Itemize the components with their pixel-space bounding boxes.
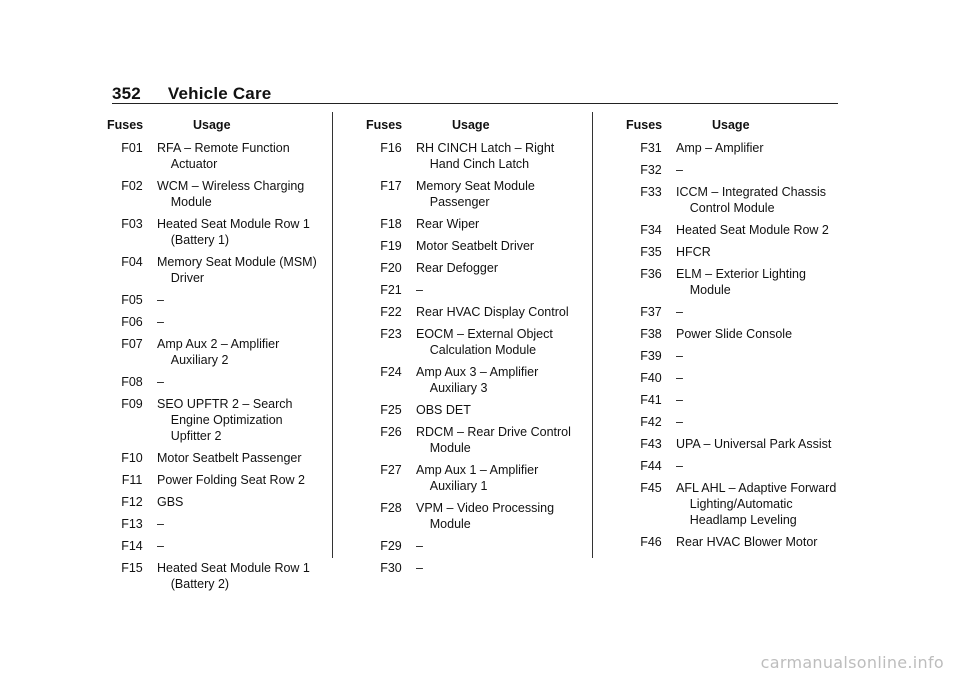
fuse-table-column-2	[366, 117, 581, 582]
fuse-id: F01	[121, 141, 143, 155]
table-row	[626, 436, 841, 452]
fuses-header: Fuses	[107, 118, 144, 132]
fuse-usage: Motor Seatbelt Driver	[416, 239, 535, 253]
fuse-usage: Power Folding Seat Row 2	[157, 473, 305, 487]
fuse-id: F23	[380, 327, 402, 341]
fuse-id: F22	[380, 305, 402, 319]
fuse-id: F45	[640, 481, 662, 495]
page-number: 352	[112, 84, 141, 103]
fuse-usage: SEO UPFTR 2 – Search Engine Optimization Upfitter 2	[157, 397, 293, 443]
fuse-usage: Rear Defogger	[416, 261, 498, 275]
fuse-id: F04	[121, 255, 143, 269]
fuse-id: F28	[380, 501, 402, 515]
table-row	[107, 396, 322, 444]
fuse-id: F10	[121, 451, 143, 465]
table-row	[366, 304, 581, 320]
fuse-id: F11	[121, 473, 143, 487]
fuse-usage: Amp Aux 1 – Amplifier Auxiliary 1	[416, 463, 539, 493]
fuse-usage: Heated Seat Module Row 2	[676, 223, 829, 237]
table-row	[626, 162, 841, 178]
fuse-usage: –	[676, 349, 683, 363]
column-divider	[592, 112, 593, 558]
fuse-id: F38	[640, 327, 662, 341]
table-rows	[107, 140, 322, 592]
table-row	[626, 534, 841, 550]
table-row	[626, 222, 841, 238]
fuse-usage: OBS DET	[416, 403, 471, 417]
column-divider	[332, 112, 333, 558]
fuse-usage: –	[676, 371, 683, 385]
fuse-usage: Amp Aux 2 – Amplifier Auxiliary 2	[157, 337, 280, 367]
usage-header: Usage	[712, 118, 750, 132]
fuse-id: F42	[640, 415, 662, 429]
table-row	[366, 560, 581, 576]
fuse-id: F09	[121, 397, 143, 411]
fuse-id: F02	[121, 179, 143, 193]
table-row	[626, 304, 841, 320]
header-rule	[112, 103, 838, 104]
fuse-usage: RFA – Remote Function Actuator	[157, 141, 290, 171]
fuse-usage: GBS	[157, 495, 184, 509]
table-row	[366, 178, 581, 210]
table-row	[366, 260, 581, 276]
watermark: carmanualsonline.info	[760, 653, 944, 672]
fuse-id: F17	[380, 179, 402, 193]
fuse-usage: UPA – Universal Park Assist	[676, 437, 832, 451]
table-row	[107, 560, 322, 592]
table-row	[366, 326, 581, 358]
fuse-id: F39	[640, 349, 662, 363]
fuse-id: F40	[640, 371, 662, 385]
fuse-id: F26	[380, 425, 402, 439]
fuse-id: F37	[640, 305, 662, 319]
table-row	[107, 450, 322, 466]
usage-header: Usage	[452, 118, 490, 132]
table-row	[626, 326, 841, 342]
fuse-usage: Amp – Amplifier	[676, 141, 764, 155]
fuse-id: F12	[121, 495, 143, 509]
fuse-id: F03	[121, 217, 143, 231]
fuse-usage: Amp Aux 3 – Amplifier Auxiliary 3	[416, 365, 539, 395]
table-row	[107, 216, 322, 248]
table-row	[366, 364, 581, 396]
fuse-usage: AFL AHL – Adaptive Forward Lighting/Automatic Headlamp Leveling	[676, 481, 837, 527]
table-row	[366, 282, 581, 298]
table-row	[366, 462, 581, 494]
table-row	[107, 336, 322, 368]
fuse-id: F36	[640, 267, 662, 281]
fuse-id: F34	[640, 223, 662, 237]
fuse-usage: RDCM – Rear Drive Control Module	[416, 425, 571, 455]
section-title: Vehicle Care	[167, 84, 272, 103]
fuse-id: F24	[380, 365, 402, 379]
table-row	[107, 314, 322, 330]
fuse-id: F46	[640, 535, 662, 549]
fuse-usage: Power Slide Console	[676, 327, 793, 341]
fuse-id: F30	[380, 561, 402, 575]
fuse-id: F33	[640, 185, 662, 199]
fuses-header: Fuses	[366, 118, 403, 132]
fuse-id: F05	[121, 293, 143, 307]
table-row	[626, 348, 841, 364]
fuse-usage: WCM – Wireless Charging Module	[157, 179, 305, 209]
fuse-id: F16	[380, 141, 402, 155]
fuse-usage: –	[416, 283, 423, 297]
fuse-usage: Memory Seat Module Passenger	[416, 179, 535, 209]
table-row	[626, 184, 841, 216]
fuse-usage: –	[676, 305, 683, 319]
fuse-id: F35	[640, 245, 662, 259]
fuse-usage: –	[157, 517, 164, 531]
table-row	[626, 392, 841, 408]
fuse-usage: EOCM – External Object Calculation Module	[416, 327, 553, 357]
fuse-usage: Heated Seat Module Row 1 (Battery 2)	[157, 561, 310, 591]
table-row	[626, 370, 841, 386]
fuse-id: F27	[380, 463, 402, 477]
fuse-usage: –	[676, 393, 683, 407]
fuse-id: F08	[121, 375, 143, 389]
fuse-id: F13	[121, 517, 143, 531]
fuse-id: F32	[640, 163, 662, 177]
table-header	[107, 117, 322, 133]
page-header	[112, 84, 271, 104]
fuse-usage: –	[676, 459, 683, 473]
fuse-id: F41	[640, 393, 662, 407]
fuse-usage: –	[676, 163, 683, 177]
table-row	[626, 414, 841, 430]
fuse-id: F07	[121, 337, 143, 351]
table-rows	[366, 140, 581, 576]
fuse-id: F20	[380, 261, 402, 275]
fuse-usage: Rear HVAC Display Control	[416, 305, 569, 319]
table-row	[107, 538, 322, 554]
fuse-id: F25	[380, 403, 402, 417]
table-row	[107, 516, 322, 532]
fuse-id: F18	[380, 217, 402, 231]
table-row	[366, 140, 581, 172]
fuse-usage: HFCR	[676, 245, 711, 259]
fuse-usage: Heated Seat Module Row 1 (Battery 1)	[157, 217, 310, 247]
table-row	[366, 500, 581, 532]
fuse-usage: –	[676, 415, 683, 429]
fuse-id: F29	[380, 539, 402, 553]
fuse-usage: RH CINCH Latch – Right Hand Cinch Latch	[416, 141, 555, 171]
fuse-usage: –	[157, 293, 164, 307]
fuse-id: F44	[640, 459, 662, 473]
fuse-usage: ELM – Exterior Lighting Module	[676, 267, 806, 297]
fuse-id: F06	[121, 315, 143, 329]
fuse-id: F15	[121, 561, 143, 575]
fuse-id: F14	[121, 539, 143, 553]
fuse-usage: –	[416, 561, 423, 575]
fuse-id: F31	[640, 141, 662, 155]
fuse-usage: –	[157, 375, 164, 389]
fuse-id: F19	[380, 239, 402, 253]
table-row	[626, 244, 841, 260]
table-row	[626, 266, 841, 298]
fuses-header: Fuses	[626, 118, 663, 132]
fuse-usage: Motor Seatbelt Passenger	[157, 451, 302, 465]
fuse-id: F21	[380, 283, 402, 297]
table-row	[107, 292, 322, 308]
fuse-table-column-1	[107, 117, 322, 598]
fuse-usage: Rear HVAC Blower Motor	[676, 535, 818, 549]
table-row	[626, 140, 841, 156]
table-row	[366, 402, 581, 418]
table-row	[366, 538, 581, 554]
fuse-usage: –	[157, 315, 164, 329]
table-row	[107, 374, 322, 390]
fuse-usage: VPM – Video Processing Module	[416, 501, 555, 531]
table-row	[107, 472, 322, 488]
table-header	[366, 117, 581, 133]
fuse-usage: –	[157, 539, 164, 553]
table-row	[107, 140, 322, 172]
table-row	[366, 216, 581, 232]
table-row	[626, 458, 841, 474]
usage-header: Usage	[193, 118, 231, 132]
fuse-id: F43	[640, 437, 662, 451]
fuse-usage: Rear Wiper	[416, 217, 480, 231]
fuse-usage: ICCM – Integrated Chassis Control Module	[676, 185, 827, 215]
fuse-usage: –	[416, 539, 423, 553]
table-row	[366, 424, 581, 456]
table-row	[626, 480, 841, 528]
table-row	[366, 238, 581, 254]
table-header	[626, 117, 841, 133]
table-row	[107, 494, 322, 510]
table-row	[107, 254, 322, 286]
table-row	[107, 178, 322, 210]
fuse-table-column-3	[626, 117, 841, 556]
fuse-usage: Memory Seat Module (MSM) Driver	[157, 255, 317, 285]
table-rows	[626, 140, 841, 550]
